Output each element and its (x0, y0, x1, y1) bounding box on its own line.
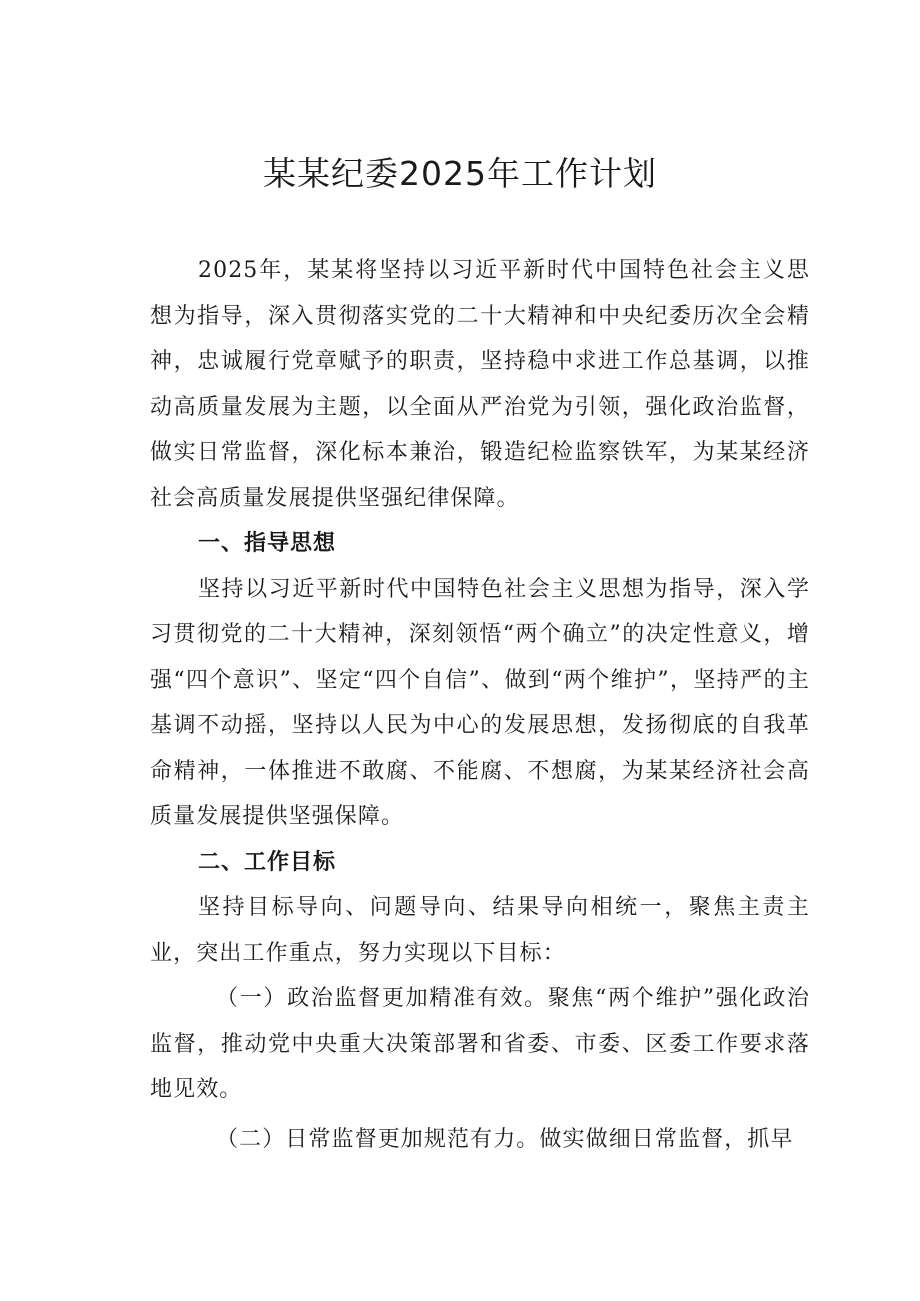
section-heading-work-goals: 二、工作目标 (198, 849, 337, 875)
intro-paragraph: 2025年，某某将坚持以习近平新时代中国特色社会主义思想为指导，深入贯彻落实党的二十大精神和中央纪委历次全会精神，忠诚履行党章赋予的职责，坚持稳中求进工作总基调，以推动高质量发展为主题，以全面从严治党为引领，强化政治监督，做实日常监督，深化标本兼治，锻造纪检监察铁军，为某某经济社会高质量发展提供坚强纪律保障。 (150, 258, 810, 511)
document-body (150, 248, 810, 1162)
goal-item-daily-supervision: （二）日常监督更加规范有力。做实做细日常监督，抓早 (216, 1126, 794, 1152)
document-title: 某某纪委2025年工作计划 (263, 154, 657, 193)
section-heading-guiding-ideology: 一、指导思想 (198, 531, 337, 556)
section-paragraph-work-goals: 坚持目标导向、问题导向、结果导向相统一，聚焦主责主业，突出工作重点，努力实现以下目标： (150, 895, 810, 966)
goal-item-political-supervision: （一）政治监督更加精准有效。聚焦“两个维护”强化政治监督，推动党中央重大决策部署和省委、市委、区委工作要求落地见效。 (150, 986, 810, 1102)
section-paragraph-guiding-ideology: 坚持以习近平新时代中国特色社会主义思想为指导，深入学习贯彻党的二十大精神，深刻领悟“两个确立”的决定性意义，增强“四个意识”、坚定“四个自信”、做到“两个维护”，坚持严的主基调不动摇，坚持以人民为中心的发展思想，发扬彻底的自我革命精神，一体推进不敢腐、不能腐、不想腐，为某某经济社会高质量发展提供坚强保障。 (150, 576, 810, 829)
